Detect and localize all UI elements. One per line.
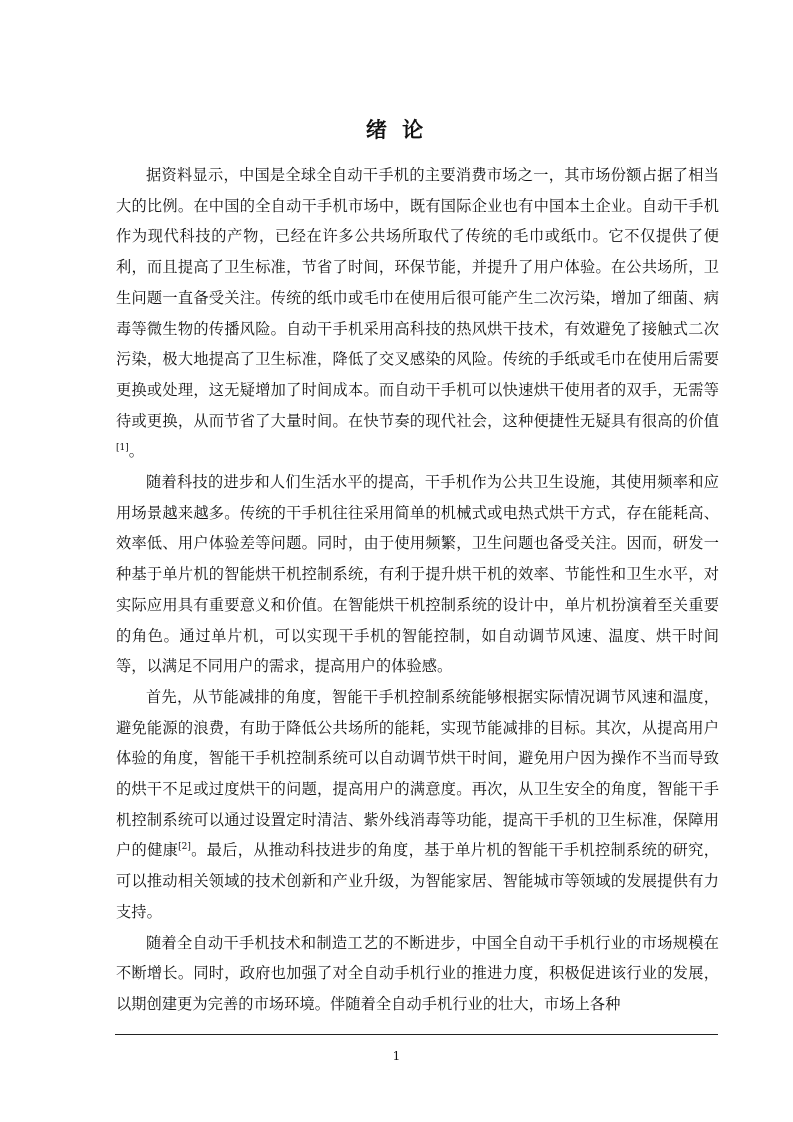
paragraph-tail: 。最后，从推动科技进步的角度，基于单片机的智能干手机控制系统的研究，可以推动相关领域的技术创新和产业升级，为智能家居、智能城市等领域的发展提供有力支持。 <box>116 841 719 921</box>
paragraph-2 <box>116 467 719 682</box>
paragraph-text: 首先，从节能减排的角度，智能干手机控制系统能够根据实际情况调节风速和温度，避免能源的浪费，有助于降低公共场所的能耗，实现节能减排的目标。其次，从提高用户体验的角度，智能干手机控制系统可以自动调节烘干时间，避免用户因为操作不当而导致的烘干不足或过度烘干的问题，提高用户的满意度。再次，从卫生安全的角度，智能干手机控制系统可以通过设置定时清洁、紫外线消毒等功能，提高干手机的卫生标准，保障用户的健康 <box>116 687 719 860</box>
section-title: 绪 论 <box>365 117 428 142</box>
citation-ref: [1] <box>116 443 129 454</box>
paragraph-text: 随着科技的进步和人们生活水平的提高，干手机作为公共卫生设施，其使用频率和应用场景越来越多。传统的干手机往往采用简单的机械式或电热式烘干方式，存在能耗高、效率低、用户体验差等问题。同时，由于使用频繁，卫生问题也备受关注。因而，研发一种基于单片机的智能烘干机控制系统，有利于提升烘干机的效率、节能性和卫生水平，对实际应用具有重要意义和价值。在智能烘干机控制系统的设计中，单片机扮演着至关重要的角色。通过单片机，可以实现干手机的智能控制，如自动调节风速、温度、烘干时间等，以满足不同用户的需求，提高用户的体验感。 <box>116 473 719 676</box>
paragraph-3 <box>116 682 719 928</box>
footer-divider <box>115 1034 718 1035</box>
paragraph-1 <box>116 160 719 467</box>
page-number: 1 <box>392 1049 401 1063</box>
paragraph-tail: 。 <box>128 442 145 461</box>
body-text <box>116 160 719 1020</box>
paragraph-4 <box>116 928 719 1020</box>
paragraph-text: 随着全自动干手机技术和制造工艺的不断进步，中国全自动干手机行业的市场规模在不断增长。同时，政府也加强了对全自动手机行业的推进力度，积极促进该行业的发展，以期创建更为完善的市场环境。伴随着全自动手机行业的壮大，市场上各种 <box>116 933 719 1013</box>
paragraph-text: 据资料显示，中国是全球全自动干手机的主要消费市场之一，其市场份额占据了相当大的比例。在中国的全自动干手机市场中，既有国际企业也有中国本土企业。自动干手机作为现代科技的产物，已经在许多公共场所取代了传统的毛巾或纸巾。它不仅提供了便利，而且提高了卫生标准，节省了时间，环保节能，并提升了用户体验。在公共场所，卫生问题一直备受关注。传统的纸巾或毛巾在使用后很可能产生二次污染，增加了细菌、病毒等微生物的传播风险。自动干手机采用高科技的热风烘干技术，有效避免了接触式二次污染，极大地提高了卫生标准，降低了交叉感染的风险。传统的手纸或毛巾在使用后需要更换或处理，这无疑增加了时间成本。而自动干手机可以快速烘干使用者的双手，无需等待或更换，从而节省了大量时间。在快节奏的现代社会，这种便捷性无疑具有很高的价值 <box>116 166 719 430</box>
citation-ref: [2] <box>178 842 191 853</box>
